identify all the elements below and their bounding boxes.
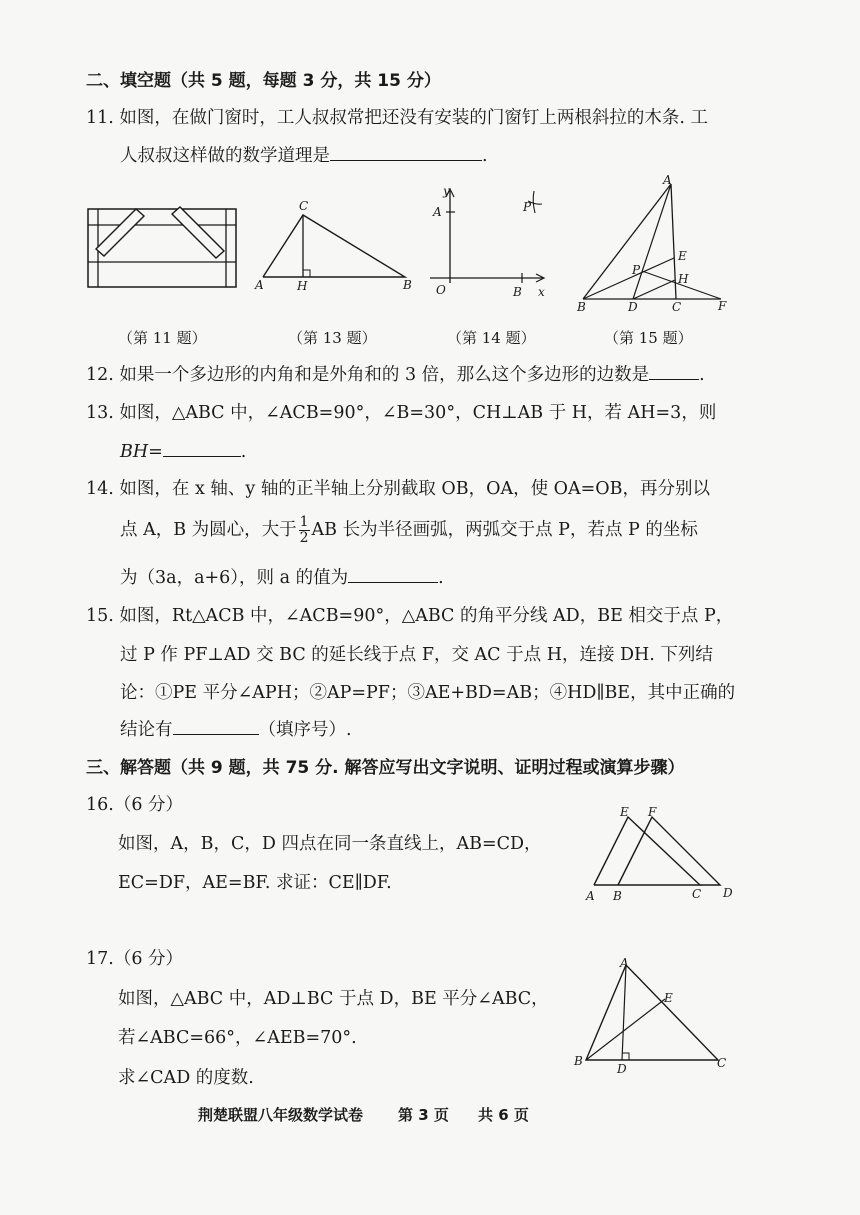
f17-label-a: A	[620, 956, 629, 970]
footer-page-number: 第 3 页	[398, 1106, 449, 1124]
caption-fig-11: （第 11 题）	[118, 329, 207, 347]
f13-label-a: A	[255, 278, 264, 292]
figure-16	[580, 803, 740, 903]
q12-text: 12. 如果一个多边形的内角和是外角和的 3 倍，那么这个多边形的边数是	[86, 365, 650, 385]
f15-label-a: A	[663, 173, 672, 187]
f16-label-d: D	[723, 886, 733, 900]
f15-label-b: B	[577, 300, 586, 314]
f13-label-h: H	[297, 279, 308, 293]
q15-line1: 15. 如图，Rt△ACB 中，∠ACB=90°，△ABC 的角平分线 AD，BE 相交于点 P，	[86, 606, 734, 626]
f14-label-o: O	[436, 283, 446, 297]
q17-line3: 求∠CAD 的度数.	[118, 1068, 254, 1088]
q15-line3: 论：①PE 平分∠APH；②AP=PF；③AE+BD=AB；④HD∥BE，其中正确的	[120, 683, 736, 703]
footer-exam-title: 荆楚联盟八年级数学试卷	[198, 1106, 364, 1124]
section2-title: 二、填空题（共 5 题，每题 3 分，共 15 分）	[86, 71, 441, 91]
q15-text-b: （填序号）.	[258, 720, 352, 740]
q14-line2	[120, 515, 698, 546]
figure-11	[86, 204, 246, 294]
q16-head: 16.（6 分）	[86, 795, 184, 815]
answer-blank-q11[interactable]	[330, 144, 482, 161]
q14-text-b: AB 长为半径画弧，两弧交于点 P，若点 P 的坐标	[311, 520, 698, 540]
answer-blank-q15[interactable]	[173, 718, 259, 735]
f17-label-b: B	[574, 1054, 583, 1068]
f17-label-d: D	[617, 1062, 627, 1076]
q17-head: 17.（6 分）	[86, 949, 184, 969]
q15-text-a: 结论有	[120, 720, 173, 740]
f14-label-b: B	[513, 285, 522, 299]
f15-label-h: H	[678, 272, 689, 286]
f16-label-b: B	[613, 889, 622, 903]
frac-numerator: 1	[299, 514, 309, 530]
figure-17	[570, 955, 730, 1080]
q17-line2: 若∠ABC=66°，∠AEB=70°.	[118, 1028, 357, 1048]
q12-line	[86, 363, 705, 386]
f13-label-b: B	[403, 278, 412, 292]
f15-label-c: C	[672, 300, 682, 314]
f13-label-c: C	[299, 199, 309, 213]
f15-label-d: D	[628, 300, 638, 314]
f15-label-p: P	[632, 263, 641, 277]
f14-label-a: A	[433, 205, 442, 219]
footer-total-pages: 共 6 页	[478, 1106, 529, 1124]
f16-label-e: E	[620, 805, 629, 819]
q13-period: .	[240, 442, 247, 462]
q16-line1: 如图，A，B，C，D 四点在同一条直线上，AB=CD，	[118, 834, 542, 854]
q11-line1: 11. 如图，在做门窗时，工人叔叔常把还没有安装的门窗钉上两根斜拉的木条. 工	[86, 108, 709, 128]
q13-line2	[120, 440, 246, 463]
q11-line2	[120, 144, 488, 167]
q13-line1: 13. 如图，△ABC 中，∠ACB=90°，∠B=30°，CH⊥AB 于 H，若 AH=3，则	[86, 403, 717, 423]
q14-line1: 14. 如图，在 x 轴、y 轴的正半轴上分别截取 OB，OA，使 OA=OB，再分别以	[86, 479, 711, 499]
q14-line3	[120, 566, 444, 589]
q14-period: .	[438, 568, 444, 588]
f16-label-c: C	[692, 887, 702, 901]
figure-15	[575, 173, 727, 314]
answer-blank-q13[interactable]	[163, 440, 241, 457]
f16-label-a: A	[586, 889, 595, 903]
f17-label-e: E	[664, 991, 673, 1005]
frac-denominator: 2	[299, 530, 309, 546]
q14-text-c: 为（3a，a+6），则 a 的值为	[120, 568, 349, 588]
q12-period: .	[699, 365, 705, 385]
caption-fig-13: （第 13 题）	[288, 329, 377, 347]
q11-text: 人叔叔这样做的数学道理是	[120, 146, 330, 166]
fraction-one-half	[299, 515, 310, 546]
q13-bh: BH=	[120, 442, 163, 462]
f14-label-x: x	[538, 285, 545, 299]
section3-title: 三、解答题（共 9 题，共 75 分. 解答应写出文字说明、证明过程或演算步骤）	[86, 758, 685, 778]
figure-14	[428, 183, 553, 298]
f15-label-f: F	[718, 299, 727, 313]
caption-fig-15: （第 15 题）	[604, 329, 693, 347]
f16-label-f: F	[648, 805, 657, 819]
q15-line2: 过 P 作 PF⊥AD 交 BC 的延长线于点 F，交 AC 于点 H，连接 DH. 下列结	[120, 645, 713, 665]
q11-period: .	[482, 146, 488, 166]
q17-line1: 如图，△ABC 中，AD⊥BC 于点 D，BE 平分∠ABC，	[118, 989, 549, 1009]
caption-fig-14: （第 14 题）	[447, 329, 536, 347]
q16-line2: EC=DF，AE=BF. 求证：CE∥DF.	[118, 873, 392, 893]
answer-blank-q14[interactable]	[348, 566, 438, 583]
q14-text-a: 点 A，B 为圆心，大于	[120, 520, 297, 540]
answer-blank-q12[interactable]	[649, 363, 699, 380]
f15-label-e: E	[678, 249, 687, 263]
f14-label-y: y	[443, 184, 450, 198]
f14-label-p: P	[523, 200, 532, 214]
figure-13	[255, 198, 425, 293]
q15-line4	[120, 718, 352, 741]
f17-label-c: C	[717, 1056, 727, 1070]
